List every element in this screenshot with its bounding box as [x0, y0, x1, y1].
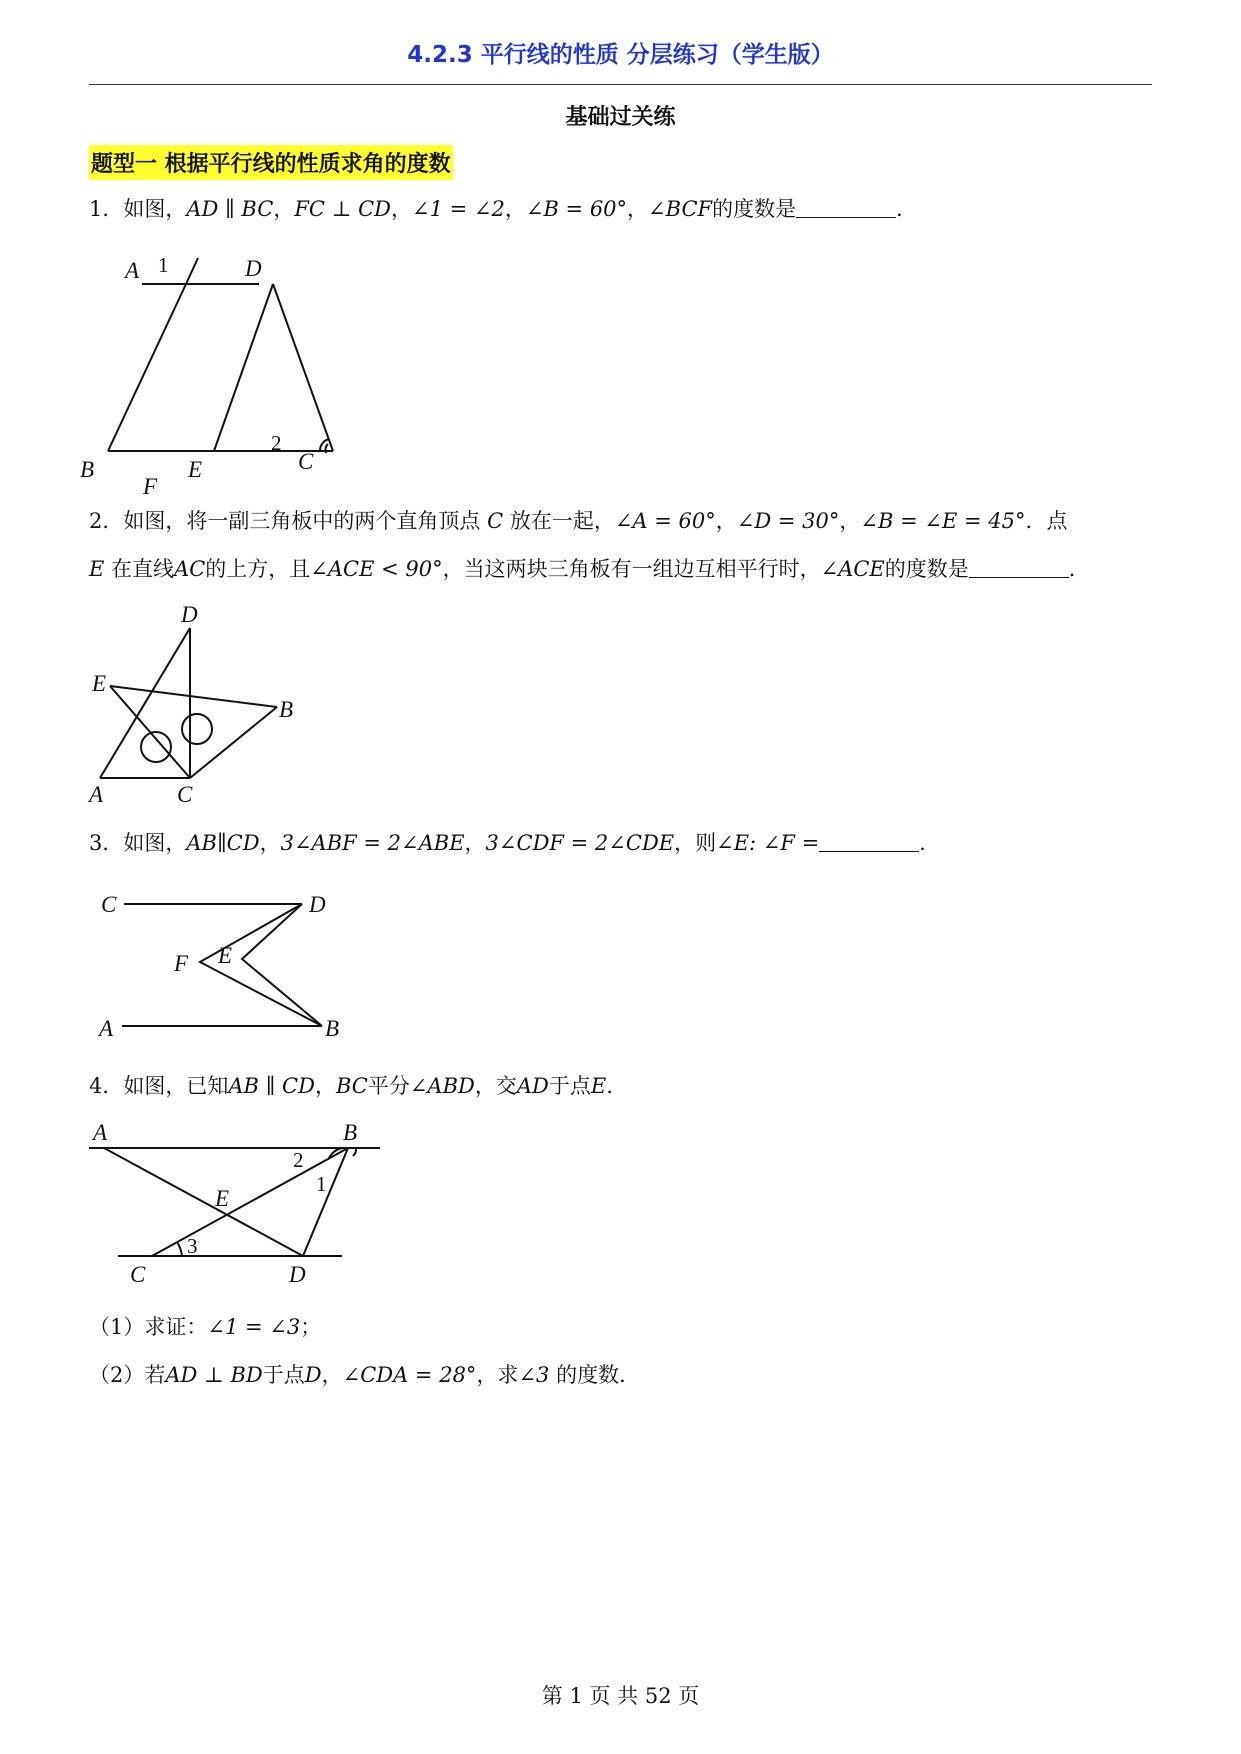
text: 于点: [548, 1074, 591, 1098]
text: ，: [390, 197, 412, 221]
label-C: C: [177, 782, 193, 807]
label-F: F: [143, 474, 158, 499]
text: ；: [300, 1315, 322, 1339]
math: ∠D = 30°: [736, 509, 840, 533]
question-number: 4．: [89, 1074, 124, 1098]
label-2: 2: [293, 1148, 304, 1172]
text: ，: [839, 509, 861, 533]
page-footer: 第 1 页 共 52 页: [541, 1684, 700, 1708]
math: AB∥CD: [186, 831, 260, 855]
text: ，交: [474, 1074, 517, 1098]
text: ，: [504, 197, 526, 221]
text: .: [606, 1074, 613, 1098]
question-3: [89, 818, 940, 868]
math: E: [89, 557, 105, 581]
math: AD ∥ BC: [186, 197, 274, 221]
math: ∠E: ∠F =: [716, 831, 820, 855]
question-4-part-1: [89, 1302, 321, 1352]
figure-q2: [80, 600, 340, 815]
label-C: C: [298, 449, 314, 474]
math: FC ⊥ CD: [294, 197, 391, 221]
math: 3∠ABF = 2∠ABE: [280, 831, 465, 855]
answer-blank[interactable]: [819, 831, 919, 852]
question-number: 3．: [89, 831, 124, 855]
figure-q1: [80, 220, 400, 500]
label-B: B: [325, 1016, 340, 1041]
label-A: A: [125, 258, 140, 283]
label-C: C: [101, 892, 117, 917]
text: （2）若: [89, 1363, 166, 1387]
text: ．: [896, 197, 918, 221]
question-4-part-2: [89, 1350, 626, 1400]
math: BC: [335, 1074, 368, 1098]
label-3: 3: [187, 1234, 198, 1258]
label-E: E: [218, 943, 233, 968]
question-4: [89, 1061, 613, 1111]
math: D: [304, 1363, 322, 1387]
label-A: A: [99, 1016, 114, 1041]
math: ∠A = 60°: [614, 509, 716, 533]
label-D: D: [309, 892, 326, 917]
math: ∠ABD: [409, 1074, 475, 1098]
question-number: 2．: [89, 509, 124, 533]
text: ，: [259, 831, 281, 855]
title-divider: [89, 84, 1152, 85]
math: ∠B = 60°: [525, 197, 628, 221]
text: 的度数是: [884, 557, 969, 581]
math: AD: [516, 1074, 549, 1098]
page-title: 4.2.3 平行线的性质 分层练习（学生版）: [407, 42, 834, 68]
label-B: B: [343, 1120, 358, 1145]
math: ∠ACE < 90°: [310, 557, 443, 581]
label-1: 1: [316, 1172, 327, 1196]
label-1: 1: [158, 253, 169, 277]
text: 的度数.: [549, 1363, 626, 1387]
text: ，则: [674, 831, 717, 855]
text: 放在一起，: [503, 509, 615, 533]
label-2: 2: [271, 431, 282, 455]
label-A: A: [93, 1120, 108, 1145]
text: 如图，将一副三角板中的两个直角顶点: [123, 509, 488, 533]
text: （1）求证：: [89, 1315, 208, 1339]
label-B: B: [80, 457, 95, 482]
text: ，当这两块三角板有一组边互相平行时，: [442, 557, 821, 581]
text: 的上方，且: [205, 557, 311, 581]
text: ，: [715, 509, 737, 533]
text: 的度数是: [712, 197, 797, 221]
answer-blank[interactable]: [796, 197, 896, 218]
question-2-line-2: [89, 544, 1090, 594]
answer-blank[interactable]: [969, 557, 1069, 578]
text: ．: [1068, 557, 1090, 581]
text: ，: [321, 1363, 343, 1387]
text: ．: [919, 831, 941, 855]
label-D: D: [181, 602, 198, 627]
text: ，: [464, 831, 486, 855]
math: 3∠CDF = 2∠CDE: [485, 831, 675, 855]
math: E: [590, 1074, 607, 1098]
math: ∠3: [518, 1363, 550, 1387]
math: AC: [174, 557, 206, 581]
math: ∠CDA = 28°: [342, 1363, 477, 1387]
label-A: A: [89, 782, 104, 807]
text: ．点: [1025, 509, 1068, 533]
text: ，求: [476, 1363, 519, 1387]
math: ∠BCF: [648, 197, 713, 221]
text: 如图，: [123, 831, 187, 855]
section-title: 基础过关练: [565, 105, 676, 130]
math: AD ⊥ BD: [165, 1363, 263, 1387]
text: 如图，已知: [123, 1074, 229, 1098]
text: 于点: [262, 1363, 305, 1387]
label-D: D: [245, 256, 262, 281]
text: ，: [314, 1074, 336, 1098]
math: ∠1 = ∠2: [411, 197, 505, 221]
math: C: [487, 509, 504, 533]
math: ∠B = ∠E = 45°: [860, 509, 1026, 533]
type-heading: 题型一 根据平行线的性质求角的度数: [89, 145, 453, 180]
text: 在直线: [104, 557, 175, 581]
label-F: F: [174, 951, 189, 976]
label-B: B: [279, 697, 294, 722]
text: 如图，: [123, 197, 187, 221]
question-number: 1．: [89, 197, 124, 221]
figure-q3: [80, 880, 370, 1060]
label-C: C: [130, 1262, 146, 1287]
label-D: D: [289, 1262, 306, 1287]
math: ∠ACE: [820, 557, 885, 581]
figure-q4: [80, 1112, 400, 1292]
question-2-line-1: [89, 496, 1067, 546]
text: ，: [273, 197, 295, 221]
text: ，: [627, 197, 649, 221]
label-E: E: [188, 457, 203, 482]
math: ∠1 = ∠3: [207, 1315, 301, 1339]
text: 平分: [367, 1074, 410, 1098]
math: AB ∥ CD: [228, 1074, 315, 1098]
label-E: E: [215, 1186, 230, 1211]
label-E: E: [92, 671, 107, 696]
